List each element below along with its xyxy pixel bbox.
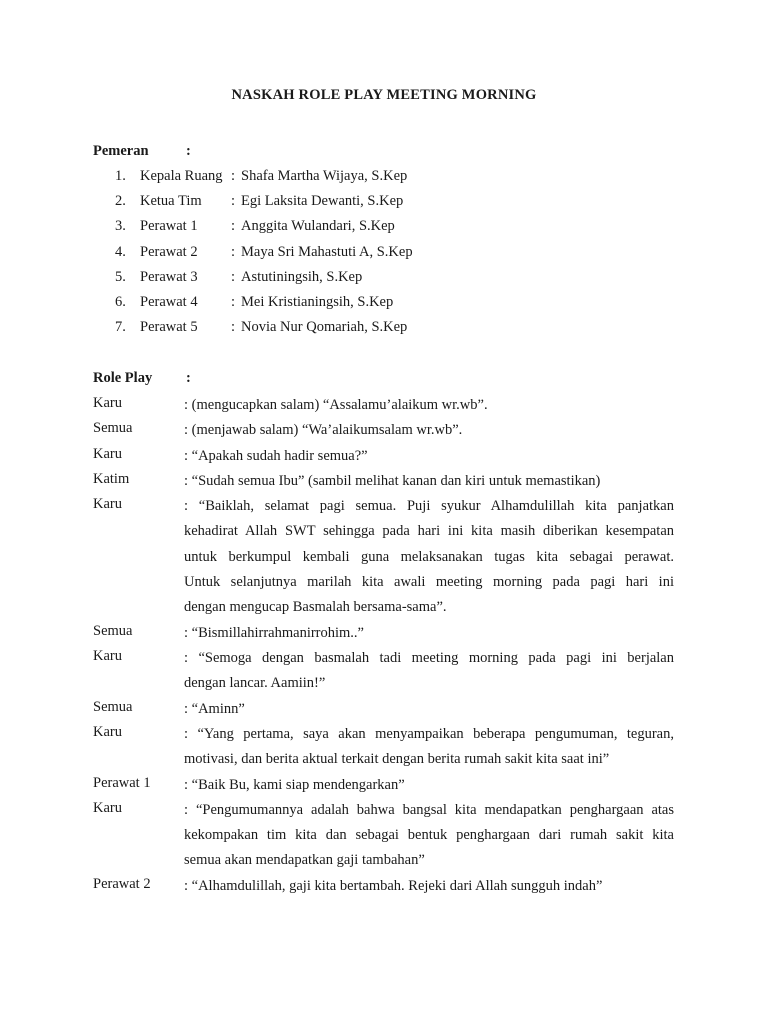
dialogue-text xyxy=(184,469,674,494)
roleplay-header xyxy=(93,370,191,387)
cast-colon: : xyxy=(231,218,236,235)
cast-role: Kepala Ruang xyxy=(140,168,223,184)
speaker-name: Perawat 1 xyxy=(93,774,151,791)
dialogue-line: : “Baik Bu, kami siap mendengarkan” xyxy=(184,776,405,793)
dialogue-line: : “Aminn” xyxy=(184,700,245,717)
cast-number: 2. xyxy=(115,193,126,210)
speaker-name: Semua xyxy=(93,420,133,437)
dialogue-text xyxy=(184,646,674,697)
cast-role: Perawat 1 xyxy=(140,218,198,235)
cast-header xyxy=(93,143,191,160)
speaker-name: Karu xyxy=(93,496,122,513)
cast-colon: : xyxy=(231,168,236,184)
dialogue-line: : “Semoga dengan basmalah tadi meeting morning pada pagi ini berjalan xyxy=(184,650,674,666)
cast-role: Perawat 2 xyxy=(140,243,198,260)
dialogue-text xyxy=(184,697,674,722)
dialogue-text xyxy=(184,773,674,798)
cast-number: 7. xyxy=(115,319,126,336)
cast-colon: : xyxy=(231,243,236,260)
speaker-name: Perawat 2 xyxy=(93,875,151,892)
dialogue-line: : “Baiklah, selamat pagi semua. Puji syukur Alhamdulillah kita panjatkan xyxy=(184,498,674,515)
dialogue-line: kehadirat Allah SWT sehingga pada hari ini kita masih diberikan kesempatan xyxy=(184,523,674,540)
dialogue-text xyxy=(184,444,674,469)
cast-name: Maya Sri Mahastuti A, S.Kep xyxy=(241,243,413,260)
cast-colon: : xyxy=(231,193,236,210)
roleplay-header-colon: : xyxy=(186,370,191,386)
dialogue-text xyxy=(184,798,674,874)
cast-number: 1. xyxy=(115,168,126,184)
roleplay-header-label: Role Play xyxy=(93,370,153,386)
dialogue-line: : “Bismillahirrahmanirrohim..” xyxy=(184,624,364,641)
speaker-name: Katim xyxy=(93,470,130,487)
cast-number: 3. xyxy=(115,218,126,235)
cast-number: 6. xyxy=(115,294,126,310)
dialogue-line: dengan mengucap Basmalah bersama-sama”. xyxy=(184,599,447,616)
cast-number: 5. xyxy=(115,268,126,285)
dialogue-line: : “Apakah sudah hadir semua?” xyxy=(184,447,368,464)
speaker-name: Karu xyxy=(93,799,122,816)
dialogue-text xyxy=(184,494,674,620)
speaker-name: Karu xyxy=(93,723,122,740)
dialogue-text xyxy=(184,621,674,646)
dialogue-line: : “Yang pertama, saya akan menyampaikan beberapa pengumuman, teguran, xyxy=(184,725,674,742)
dialogue-line: : (mengucapkan salam) “Assalamu’alaikum wr.wb”. xyxy=(184,397,488,413)
cast-role: Perawat 5 xyxy=(140,319,198,336)
speaker-name: Karu xyxy=(93,445,122,462)
speaker-name: Semua xyxy=(93,698,133,715)
cast-name: Astutiningsih, S.Kep xyxy=(241,268,363,285)
document-title: NASKAH ROLE PLAY MEETING MORNING xyxy=(231,87,537,103)
dialogue-text xyxy=(184,393,674,418)
dialogue-line: kekompakan tim kita dan sebagai bentuk penghargaan dari rumah sakit kita xyxy=(184,827,674,844)
speaker-name: Karu xyxy=(93,395,122,411)
dialogue-text xyxy=(184,722,674,773)
cast-role: Ketua Tim xyxy=(140,193,202,210)
cast-name: Novia Nur Qomariah, S.Kep xyxy=(241,319,408,336)
dialogue-text xyxy=(184,418,674,443)
cast-header-label: Pemeran xyxy=(93,143,149,159)
dialogue-line: semua akan mendapatkan gaji tambahan” xyxy=(184,852,425,869)
dialogue-text xyxy=(184,874,674,899)
cast-colon: : xyxy=(231,294,236,310)
dialogue-line: : (menjawab salam) “Wa’alaikumsalam wr.wb”. xyxy=(184,422,463,439)
dialogue-line: Untuk selanjutnya marilah kita awali meeting morning pada pagi hari ini xyxy=(184,574,674,591)
cast-name: Mei Kristianingsih, S.Kep xyxy=(241,294,394,310)
speaker-name: Semua xyxy=(93,622,133,639)
cast-role: Perawat 4 xyxy=(140,294,198,310)
dialogue-line: dengan lancar. Aamiin!” xyxy=(184,675,326,692)
cast-name: Egi Laksita Dewanti, S.Kep xyxy=(241,193,404,210)
dialogue-line: untuk berkumpul kembali guna melaksanakan tugas kita sebagai perawat. xyxy=(184,548,674,565)
cast-header-colon: : xyxy=(186,143,191,159)
cast-colon: : xyxy=(231,268,236,285)
cast-number: 4. xyxy=(115,243,126,260)
cast-role: Perawat 3 xyxy=(140,268,198,285)
cast-name: Shafa Martha Wijaya, S.Kep xyxy=(241,168,408,184)
dialogue-line: motivasi, dan berita aktual terkait dengan berita rumah sakit kita saat ini” xyxy=(184,751,610,768)
cast-colon: : xyxy=(231,319,236,336)
dialogue-line: : “Alhamdulillah, gaji kita bertambah. Rejeki dari Allah sungguh indah” xyxy=(184,877,603,894)
cast-name: Anggita Wulandari, S.Kep xyxy=(241,218,395,235)
dialogue-line: : “Sudah semua Ibu” (sambil melihat kanan dan kiri untuk memastikan) xyxy=(184,472,601,489)
speaker-name: Karu xyxy=(93,648,122,664)
dialogue-line: : “Pengumumannya adalah bahwa bangsal kita mendapatkan penghargaan atas xyxy=(184,801,674,818)
